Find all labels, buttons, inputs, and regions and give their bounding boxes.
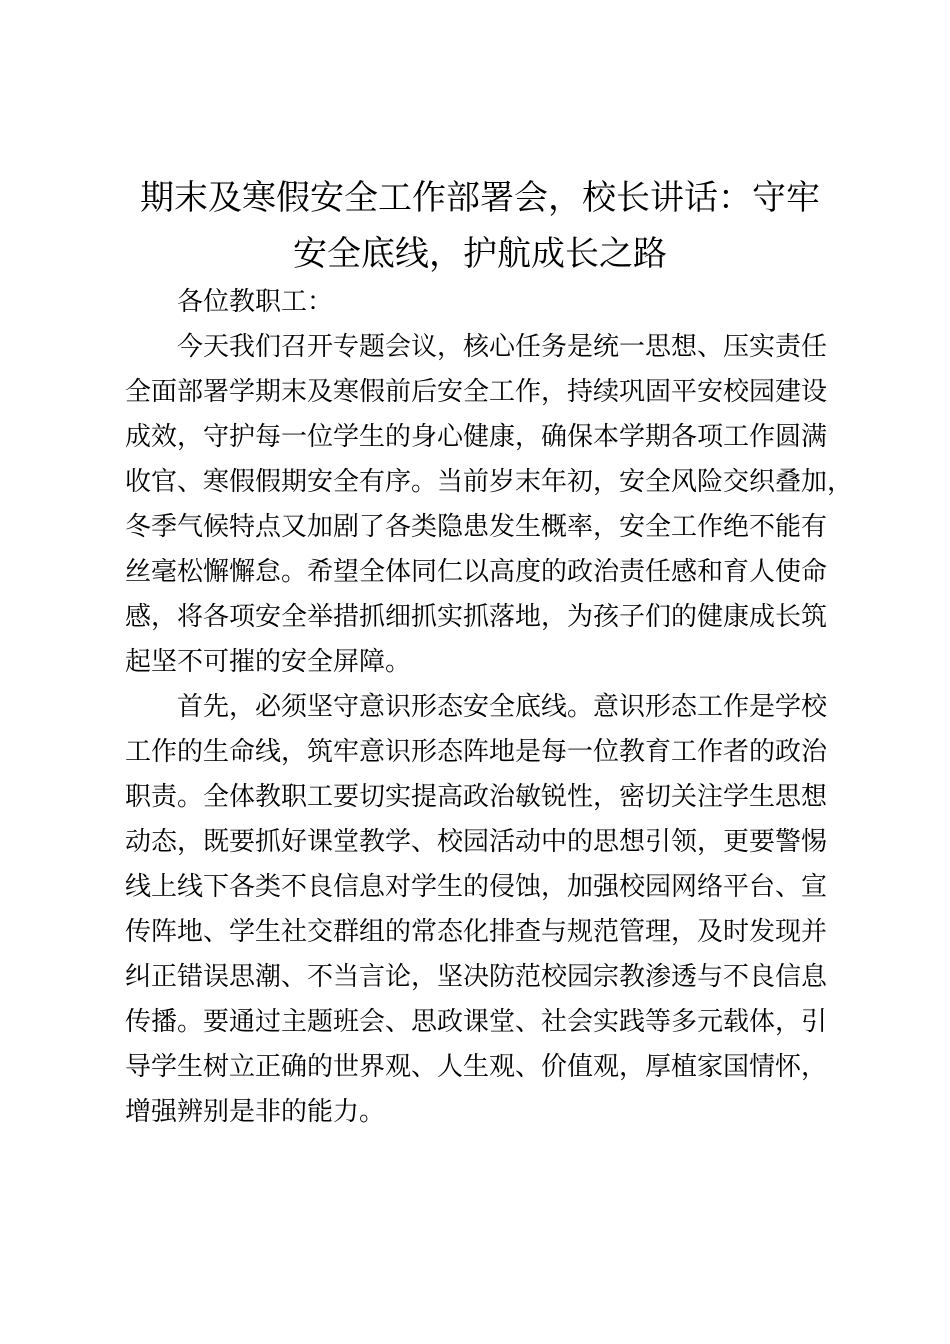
paragraph-line: 工作的生命线，筑牢意识形态阵地是每一位教育工作者的政治 — [125, 737, 828, 767]
title-line: 安全底线，护航成长之路 — [293, 234, 667, 274]
paragraph-opening — [125, 325, 854, 685]
document-body — [125, 280, 854, 1135]
paragraph-line: 冬季气候特点又加剧了各类隐患发生概率，安全工作绝不能有 — [125, 512, 828, 542]
paragraph-line: 丝毫松懈懈怠。希望全体同仁以高度的政治责任感和育人使命 — [125, 557, 828, 587]
paragraph-line: 纠正错误思潮、不当言论，坚决防范校园宗教渗透与不良信息 — [125, 962, 828, 992]
paragraph-line: 传阵地、学生社交群组的常态化排查与规范管理，及时发现并 — [125, 917, 828, 947]
paragraph-line: 增强辨别是非的能力。 — [125, 1097, 386, 1127]
paragraph-line: 动态，既要抓好课堂教学、校园活动中的思想引领，更要警惕 — [125, 827, 828, 857]
document-title — [110, 170, 850, 282]
paragraph-line: 导学生树立正确的世界观、人生观、价值观，厚植家国情怀， — [125, 1052, 828, 1082]
salutation: 各位教职工： — [177, 287, 334, 317]
paragraph-line: 传播。要通过主题班会、思政课堂、社会实践等多元载体，引 — [125, 1007, 828, 1037]
paragraph-line: 线上线下各类不良信息对学生的侵蚀，加强校园网络平台、宣 — [125, 872, 828, 902]
paragraph-line: 感，将各项安全举措抓细抓实抓落地，为孩子们的健康成长筑 — [125, 602, 828, 632]
paragraph-line: 收官、寒假假期安全有序。当前岁末年初，安全风险交织叠加， — [125, 467, 854, 497]
paragraph-line: 全面部署学期末及寒假前后安全工作，持续巩固平安校园建设 — [125, 377, 828, 407]
paragraph-line: 职责。全体教职工要切实提高政治敏锐性，密切关注学生思想 — [125, 782, 828, 812]
paragraph-ideology — [125, 685, 845, 1135]
paragraph-line: 起坚不可摧的安全屏障。 — [125, 647, 412, 677]
paragraph-line: 今天我们召开专题会议，核心任务是统一思想、压实责任 — [177, 332, 828, 362]
title-line: 期末及寒假安全工作部署会，校长讲话：守牢 — [140, 178, 820, 218]
paragraph-line: 成效，守护每一位学生的身心健康，确保本学期各项工作圆满 — [125, 422, 828, 452]
paragraph-line: 首先，必须坚守意识形态安全底线。意识形态工作是学校 — [177, 692, 828, 722]
